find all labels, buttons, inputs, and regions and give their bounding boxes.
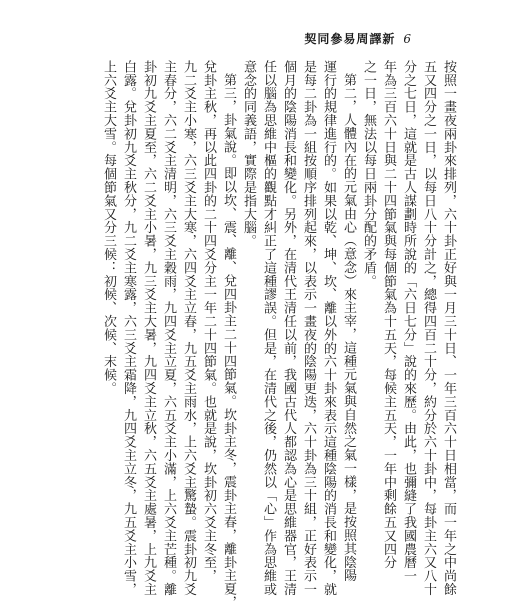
text-column: 按照一畫夜兩卦來排列，六十卦正好與一月三十日、一年三百六十日相當，而一年之中尚餘: [441, 60, 456, 596]
text-column: 五又四分之一日，以每日八十分計之，總得四百二十分，約分於六十卦中，每卦主六又八十: [421, 60, 436, 596]
text-column: 之一日，無法以每日兩卦分配的矛盾。: [361, 60, 376, 288]
header-title: 契同參易周譯新: [304, 32, 396, 46]
text-column: 白露。兌卦初九爻主秋分，九二爻主寒露，六三爻主霜降，九四爻主立冬，九五爻主小雪，: [121, 60, 136, 596]
text-column: 上六爻主大雪。每個節氣又分三候：初候、次候、末候。: [101, 60, 116, 395]
text-column: 九二爻主小寒，六三爻主大寒，六四爻主立春，九五爻主雨水，上六爻主驚蟄。震卦初九爻: [181, 60, 196, 596]
text-column: 第三，卦氣說。即以坎、震、離、兌四卦主二十四節氣。坎卦主冬，震卦主春，離卦主夏，: [221, 73, 236, 609]
text-column: 是每二卦為一組按順序排列起來，以表示一畫夜的陰陽更迭，六十卦為三十組，正好表示一: [301, 60, 316, 596]
text-column: 個月的陰陽消長和變化。另外，在清代王清任以前，我國古代人都認為心是思維器官，王清: [281, 60, 296, 596]
text-column: 任以腦為思維中樞的觀點才糾正了這種謬誤。但是，在清代之後，仍然以「心」作為思維或: [261, 60, 276, 596]
text-column: 年為三百六十日與二十四節氣與每個節氣為十五天，每候主五天，一年中剩餘五又四分: [381, 60, 396, 570]
text-column: 兌卦主秋，再以此四卦的二十四爻分主一年二十四節氣。也就是說，坎卦初六爻主冬至，: [201, 60, 216, 583]
text-column: 主春分，六二爻主清明，六三爻主穀雨，九四爻主立夏，六五爻主小滿，上六爻主芒種。離: [161, 60, 176, 596]
text-column: 運行的規律進行的。如果以乾、坤、坎、離以外的六十卦來表示這種陰陽的消長和變化，就: [321, 60, 336, 596]
page-number: 6: [403, 32, 412, 46]
text-column: 卦初九爻主夏至，六二爻主小暑，九三爻主大暑，九四爻主立秋，六五爻主處暑，上九爻主: [141, 60, 156, 596]
text-column: 分之七日，這就是古人謀劃時所說的「六日七分」說的來歷。由此，也彌縫了我國農曆一: [401, 60, 416, 583]
running-header: [304, 30, 412, 47]
text-column: 意念的同義語，實際是指大腦。: [241, 60, 256, 248]
text-column: 第二，人體內在的元氣由心（意念）來主宰，這種元氣與自然之氣一樣，是按照其陰陽: [341, 73, 356, 583]
